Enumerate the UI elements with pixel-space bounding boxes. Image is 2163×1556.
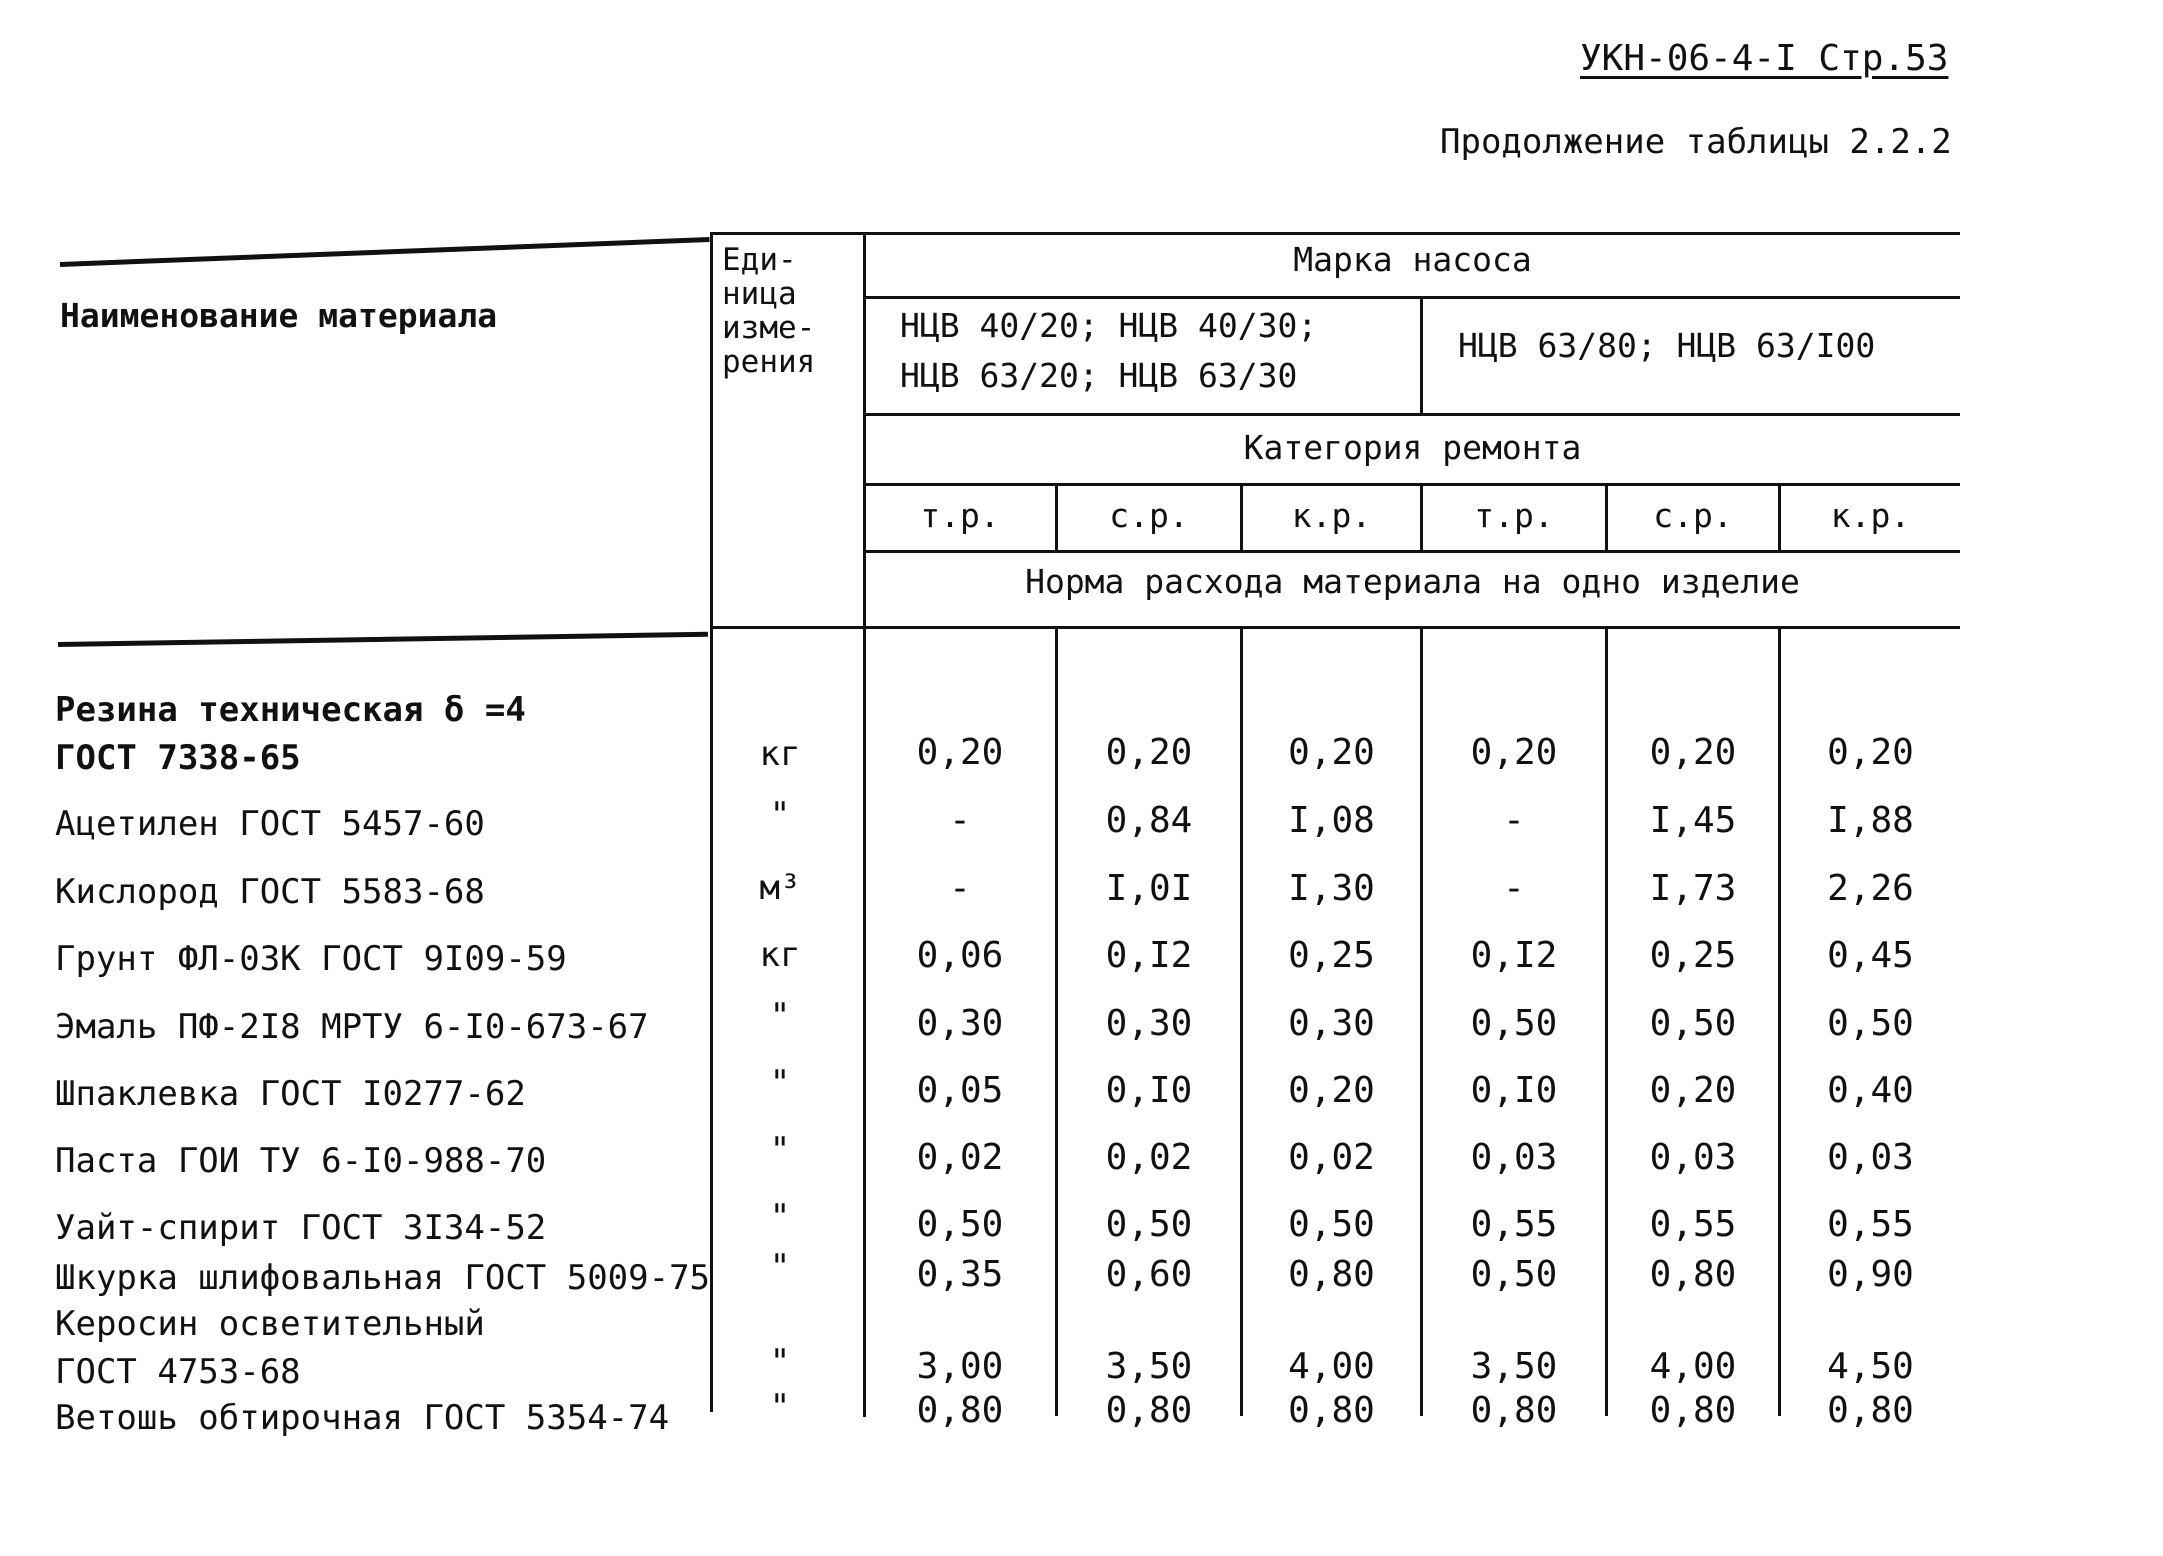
- table-cell-value: 0,25: [1288, 935, 1375, 976]
- table-cell-value: 0,80: [1649, 1254, 1737, 1295]
- table-cell-value: 0,80: [1288, 1254, 1375, 1295]
- table-cell-value: 3,00: [916, 1346, 1004, 1387]
- table-cell-value: 0,03: [1827, 1137, 1914, 1178]
- table-cell-value: I,88: [1827, 800, 1914, 841]
- table-cell-value: 0,55: [1649, 1204, 1737, 1245]
- table-row-name: Грунт ФЛ-03К ГОСТ 9I09-59: [55, 939, 567, 979]
- table-cell-value: 4,00: [1649, 1346, 1737, 1387]
- rule-under-brand: [865, 296, 1960, 299]
- table-row-unit: ": [769, 1197, 791, 1237]
- table-cell-value: 0,45: [1827, 935, 1914, 976]
- table-cell-value: 0,84: [1105, 800, 1193, 841]
- table-cell-value: -: [1503, 868, 1525, 909]
- table-cell-value: 0,80: [1288, 1390, 1375, 1431]
- table-row-name: Эмаль ПФ-2I8 МРТУ 6-I0-673-67: [55, 1007, 649, 1047]
- table-cell-value: 0,20: [916, 732, 1004, 773]
- table-cell-value: 0,50: [1288, 1204, 1375, 1245]
- table-row-unit: ": [769, 1342, 791, 1382]
- table-cell-value: 0,20: [1827, 732, 1914, 773]
- table-row-unit: ": [769, 1130, 791, 1170]
- table-row-unit: ": [769, 1063, 791, 1103]
- table-cell-value: 4,00: [1288, 1346, 1375, 1387]
- table-cell-value: 4,50: [1827, 1346, 1914, 1387]
- table-cell-value: 0,03: [1470, 1137, 1558, 1178]
- table-cell-value: 0,50: [1649, 1003, 1737, 1044]
- table-row-unit: ": [769, 795, 791, 835]
- table-cell-value: 0,I2: [1105, 935, 1193, 976]
- table-row-unit: кг: [759, 935, 801, 975]
- header-unit-line: изме-: [722, 310, 816, 346]
- table-cell-value: 0,I2: [1470, 935, 1558, 976]
- table-cell-value: 0,02: [1105, 1137, 1193, 1178]
- table-cell-value: 0,90: [1827, 1254, 1914, 1295]
- header-repair-category: Категория ремонта: [1243, 428, 1582, 467]
- document-code: УКН-06-4-I Стр.53: [1580, 38, 1949, 79]
- table-cell-value: 0,06: [916, 935, 1004, 976]
- table-cell-value: 0,03: [1649, 1137, 1737, 1178]
- header-repair-type: т.р.: [1474, 496, 1554, 535]
- table-row-unit: ": [769, 1387, 791, 1427]
- header-repair-type: с.р.: [1109, 496, 1189, 535]
- header-material-name: Наименование материала: [60, 296, 498, 335]
- table-continuation-caption: Продолжение таблицы 2.2.2: [1440, 122, 1952, 162]
- table-cell-value: 0,02: [1288, 1137, 1375, 1178]
- table-top-rule: [712, 232, 1960, 235]
- table-row-name: Резина техническая δ =4 ГОСТ 7338-65: [55, 690, 526, 778]
- table-cell-value: 0,55: [1470, 1204, 1558, 1245]
- table-cell-value: 0,50: [1827, 1003, 1914, 1044]
- table-cell-value: 0,30: [1288, 1003, 1375, 1044]
- header-repair-type: к.р.: [1830, 496, 1911, 535]
- table-row-name: Шпаклевка ГОСТ I0277-62: [55, 1074, 526, 1114]
- table-cell-value: I,73: [1649, 868, 1737, 909]
- table-cell-value: 0,30: [1105, 1003, 1193, 1044]
- table-cell-value: 0,I0: [1105, 1070, 1193, 1111]
- table-cell-value: 0,20: [1470, 732, 1558, 773]
- table-cell-value: 0,80: [916, 1390, 1004, 1431]
- header-unit-line: ница: [722, 276, 797, 312]
- header-unit-line: рения: [722, 344, 816, 380]
- table-cell-value: I,08: [1288, 800, 1375, 841]
- table-row-name: Ацетилен ГОСТ 5457-60: [55, 804, 485, 844]
- table-cell-value: 0,30: [916, 1003, 1004, 1044]
- table-cell-value: 0,50: [916, 1204, 1004, 1245]
- table-row-name: Паста ГОИ ТУ 6-I0-988-70: [55, 1141, 547, 1181]
- header-group1-line2: НЦВ 63/20; НЦВ 63/30: [900, 356, 1298, 395]
- table-cell-value: 0,80: [1649, 1390, 1737, 1431]
- table-row-name: Ветошь обтирочная ГОСТ 5354-74: [55, 1398, 670, 1438]
- table-row-unit: кг: [759, 734, 801, 774]
- table-cell-value: 0,80: [1470, 1390, 1558, 1431]
- table-cell-value: 0,35: [916, 1254, 1004, 1295]
- rule-under-repair-types: [865, 550, 1960, 553]
- table-cell-value: I,45: [1649, 800, 1737, 841]
- table-cell-value: I,30: [1288, 868, 1375, 909]
- table-cell-value: 0,20: [1105, 732, 1193, 773]
- table-cell-value: 0,55: [1827, 1204, 1914, 1245]
- table-cell-value: 3,50: [1105, 1346, 1193, 1387]
- table-cell-value: I,0I: [1105, 868, 1193, 909]
- header-repair-type: с.р.: [1653, 496, 1733, 535]
- header-group1-line1: НЦВ 40/20; НЦВ 40/30;: [900, 306, 1318, 345]
- table-cell-value: 0,20: [1288, 1070, 1375, 1111]
- table-top-rule-left: [60, 237, 710, 267]
- table-cell-value: 2,26: [1827, 868, 1914, 909]
- table-cell-value: -: [949, 800, 971, 841]
- table-cell-value: 0,02: [916, 1137, 1004, 1178]
- header-pump-brand: Марка насоса: [1293, 240, 1532, 279]
- header-norm: Норма расхода материала на одно изделие: [1025, 562, 1800, 601]
- table-row-name: Шкурка шлифовальная ГОСТ 5009-75: [55, 1258, 711, 1298]
- table-cell-value: 0,50: [1470, 1254, 1558, 1295]
- table-cell-value: 0,50: [1470, 1003, 1558, 1044]
- table-cell-value: 0,I0: [1470, 1070, 1558, 1111]
- header-repair-type: к.р.: [1291, 496, 1372, 535]
- table-row-name: Керосин осветительный ГОСТ 4753-68: [55, 1304, 485, 1392]
- table-cell-value: 0,20: [1288, 732, 1375, 773]
- table-cell-value: 0,80: [1105, 1390, 1193, 1431]
- header-repair-type: т.р.: [920, 496, 1000, 535]
- table-cell-value: 0,80: [1827, 1390, 1914, 1431]
- table-cell-value: 0,20: [1649, 732, 1737, 773]
- header-unit-line: Еди-: [722, 242, 797, 278]
- table-row-name: Уайт-спирит ГОСТ 3I34-52: [55, 1208, 547, 1248]
- table-cell-value: 0,60: [1105, 1254, 1193, 1295]
- header-unit: [722, 243, 862, 379]
- table-cell-value: 0,05: [916, 1070, 1004, 1111]
- table-cell-value: 0,40: [1827, 1070, 1914, 1111]
- table-cell-value: 0,25: [1649, 935, 1737, 976]
- header-bottom-rule-left: [58, 632, 708, 647]
- header-group2: НЦВ 63/80; НЦВ 63/I00: [1458, 326, 1876, 365]
- table-cell-value: 3,50: [1470, 1346, 1558, 1387]
- table-cell-value: 0,20: [1649, 1070, 1737, 1111]
- table-row-unit: ": [769, 1247, 791, 1287]
- table-cell-value: 0,50: [1105, 1204, 1193, 1245]
- table-cell-value: -: [949, 868, 971, 909]
- rule-under-category: [865, 483, 1960, 486]
- col-divider-group: [1420, 296, 1423, 413]
- header-bottom-rule: [712, 626, 1960, 629]
- table-row-unit: м³: [759, 868, 801, 908]
- table-cell-value: -: [1503, 800, 1525, 841]
- table-row-unit: ": [769, 996, 791, 1036]
- table-row-name: Кислород ГОСТ 5583-68: [55, 872, 485, 912]
- rule-under-groups: [865, 413, 1960, 416]
